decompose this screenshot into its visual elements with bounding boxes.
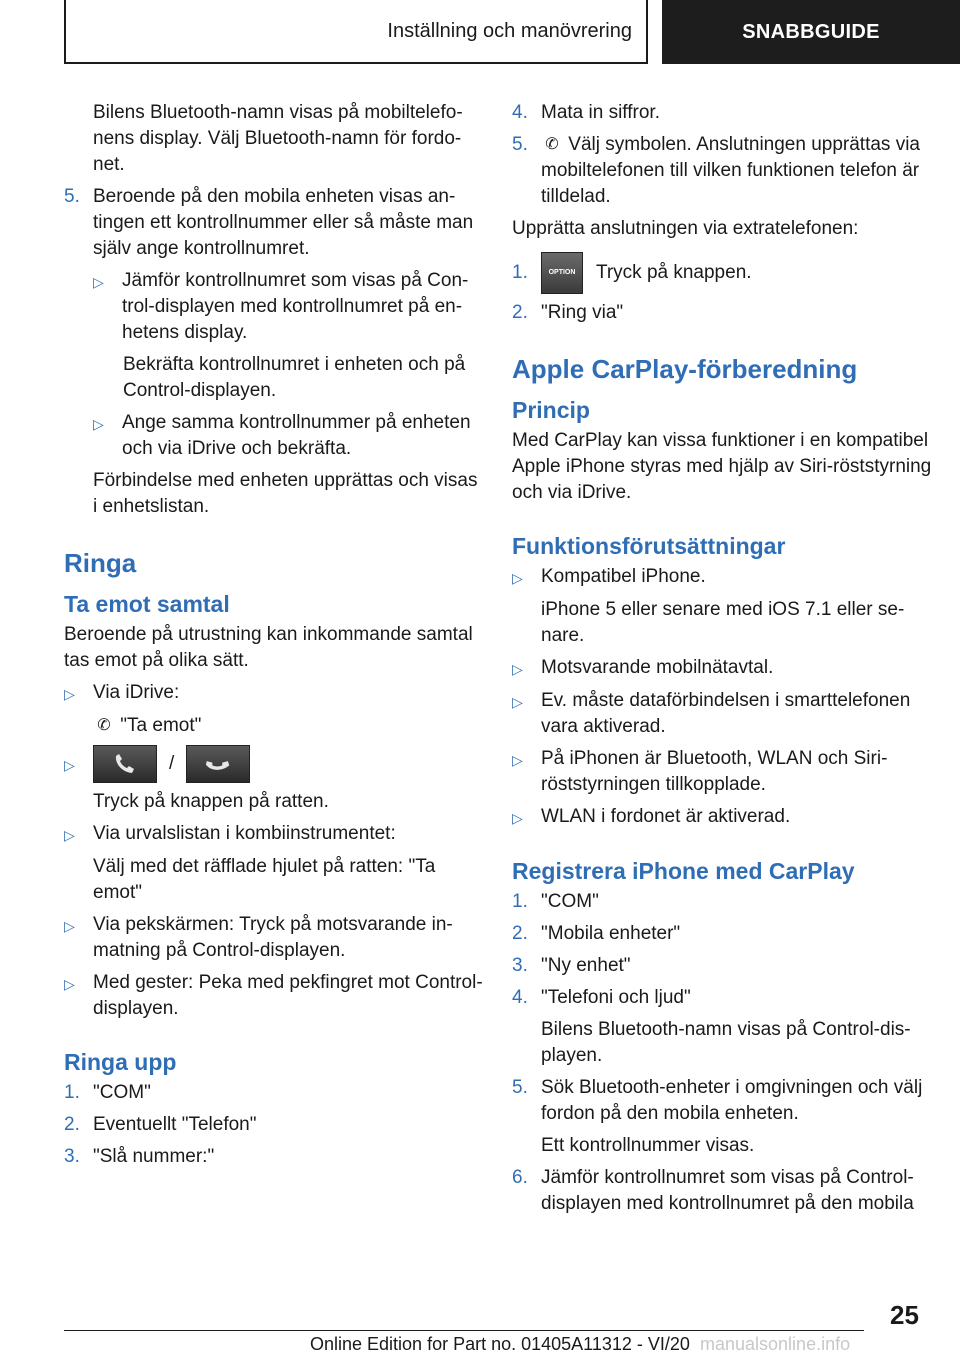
bullet-text: WLAN i fordonet är aktiverad. [541, 806, 791, 827]
step-text: Tryck på knappen. [595, 262, 752, 284]
step-text: "Ny enhet" [541, 955, 631, 976]
step-number: 3. [64, 1146, 80, 1167]
phone-icon: ✆ [97, 717, 111, 734]
bullet-via-idrive [64, 680, 486, 707]
step-number: 2. [512, 302, 528, 323]
left-column [64, 100, 486, 1176]
req-bullet-5 [512, 804, 932, 831]
running-header-section [64, 0, 648, 64]
heading-ringa-upp: Ringa upp [64, 1049, 177, 1075]
page-number: 25 [890, 1300, 919, 1330]
dial-step-4 [512, 100, 932, 126]
bullet-selection-list [64, 821, 486, 848]
bullet-text: Via iDrive: [93, 682, 180, 703]
triangle-bullet-icon: ▷ [512, 752, 523, 768]
bullet-subtext: Välj med det räfflade hjulet på ratten: "Ta emot" [93, 856, 436, 903]
dial-step-2 [64, 1112, 486, 1138]
step-number: 1. [512, 262, 528, 283]
step-number: 1. [64, 1082, 80, 1103]
separator: / [169, 753, 175, 775]
bullet-text: Jämför kontrollnumret som visas på Control-displayen med kontrollnumret på enhetens display. [122, 270, 469, 343]
reg-step-4 [512, 985, 932, 1011]
step-text: Jämför kontrollnumret som visas på Control-displayen med kontrollnumret på den mobila [541, 1167, 914, 1214]
triangle-bullet-icon: ▷ [93, 274, 104, 290]
triangle-bullet-icon: ▷ [512, 661, 523, 677]
step-text: "COM" [541, 891, 599, 912]
triangle-bullet-icon: ▷ [512, 570, 523, 586]
right-column [512, 100, 932, 1223]
step-text: "Mobila enheter" [541, 923, 681, 944]
step-number: 2. [64, 1114, 80, 1135]
triangle-bullet-icon: ▷ [93, 416, 104, 432]
connection-text: Förbindelse med enheten upprättas och visas i enhetslistan. [93, 470, 478, 517]
heading-register-carplay: Registrera iPhone med CarPlay [512, 858, 855, 884]
req-bullet-1 [512, 564, 932, 591]
phone-hangup-button-icon [186, 745, 250, 783]
triangle-bullet-icon: ▷ [64, 918, 75, 934]
heading-princip: Princip [512, 397, 590, 423]
reg-step-5 [512, 1075, 932, 1127]
req-bullet-2 [512, 655, 932, 682]
bullet-text: Ange samma kontrollnummer på enheten och via iDrive och bekräfta. [122, 412, 471, 459]
step-number: 2. [512, 923, 528, 944]
step-text: "Telefoni och ljud" [541, 987, 691, 1008]
bullet-text: På iPhonen är Bluetooth, WLAN och Siri-röststyrningen tillkopplade. [541, 748, 888, 795]
princip-text: Med CarPlay kan vissa funktioner i en kompatibel Apple iPhone styras med hjälp av Siri-röststyrning och via iDrive. [512, 430, 932, 503]
reg-step-6 [512, 1165, 932, 1217]
step-text: "Ring via" [541, 302, 624, 323]
ta-emot-text: Beroende på utrustning kan inkommande samtal tas emot på olika sätt. [64, 624, 473, 671]
step-number: 1. [512, 891, 528, 912]
bullet-subtext: iPhone 5 eller senare med iOS 7.1 eller senare. [541, 599, 905, 646]
triangle-bullet-icon: ▷ [64, 756, 75, 773]
intro-text: Bilens Bluetooth-namn visas på mobiltelefonens display. Välj Bluetooth-namn för fordonet. [93, 102, 463, 175]
header-tab [662, 0, 960, 64]
step-number: 5. [64, 186, 80, 207]
step-text: Beroende på den mobila enheten visas antingen ett kontrollnummer eller så måste man själv ange kontrollnumret. [93, 186, 474, 259]
extra-phone-text: Upprätta anslutningen via extratelefonen: [512, 218, 859, 239]
step-number: 4. [512, 987, 528, 1008]
step-text: Sök Bluetooth-enheter i omgivningen och välj fordon på den mobila enheten. [541, 1077, 923, 1124]
footer-divider [64, 1330, 864, 1331]
step-5 [64, 184, 486, 262]
step-text: "Slå nummer:" [93, 1146, 215, 1167]
bullet-same-number [64, 410, 486, 462]
dial-step-1 [64, 1080, 486, 1106]
bullet-text: Motsvarande mobilnätavtal. [541, 657, 774, 678]
reg-step-3 [512, 953, 932, 979]
step-text: "COM" [93, 1082, 151, 1103]
heading-requirements: Funktionsförutsättningar [512, 533, 786, 559]
bullet-subtext: Tryck på knappen på ratten. [93, 791, 329, 812]
triangle-bullet-icon: ▷ [512, 694, 523, 710]
step-number: 4. [512, 102, 528, 123]
extra-step-2 [512, 300, 932, 326]
step-number: 5. [512, 134, 528, 155]
bullet-text: Ev. måste dataförbindelsen i smarttelefonen vara aktiverad. [541, 690, 911, 737]
step-number: 3. [512, 955, 528, 976]
step-subtext: Bilens Bluetooth-namn visas på Control-displayen. [541, 1019, 911, 1066]
phone-pickup-button-icon [93, 745, 157, 783]
bullet-text: Kompatibel iPhone. [541, 566, 706, 587]
bullet-text: Med gester: Peka med pekfingret mot Control-displayen. [93, 972, 483, 1019]
bullet-compare [64, 268, 486, 346]
triangle-bullet-icon: ▷ [64, 976, 75, 992]
phone-icon: ✆ [545, 136, 559, 153]
heading-carplay: Apple CarPlay-förberedning [512, 354, 858, 384]
req-bullet-4 [512, 746, 932, 798]
dial-step-5 [512, 132, 932, 210]
reg-step-1 [512, 889, 932, 915]
triangle-bullet-icon: ▷ [512, 810, 523, 826]
step-number: 6. [512, 1167, 528, 1188]
option-button-icon: OPTION [541, 252, 583, 294]
triangle-bullet-icon: ▷ [64, 827, 75, 843]
bullet-text: Via pekskärmen: Tryck på motsvarande inmatning på Control-displayen. [93, 914, 453, 961]
step-text: Eventuellt "Telefon" [93, 1114, 257, 1135]
tab-label: SNABBGUIDE [742, 20, 880, 43]
bullet-gestures [64, 970, 486, 1022]
bullet-touchscreen [64, 912, 486, 964]
triangle-bullet-icon: ▷ [64, 686, 75, 702]
step-number: 5. [512, 1077, 528, 1098]
accept-label: "Ta emot" [120, 715, 202, 736]
bullet-subtext: Bekräfta kontrollnumret i enheten och på Control-displayen. [123, 354, 466, 401]
step-text: Välj symbolen. Anslutningen upprättas via mobiltelefonen till vilken funktionen telefon är tilldelad. [541, 134, 920, 207]
bullet-text: Via urvalslistan i kombiinstrumentet: [93, 823, 396, 844]
step-subtext: Ett kontrollnummer visas. [541, 1135, 755, 1156]
watermark: manualsonline.info [700, 1334, 851, 1354]
req-bullet-3 [512, 688, 932, 740]
edition-text: Online Edition for Part no. 01405A11312 - VI/20 [310, 1334, 690, 1354]
heading-ringa: Ringa [64, 548, 137, 578]
section-title: Inställning och manövrering [387, 19, 632, 42]
reg-step-2 [512, 921, 932, 947]
bullet-subtext [64, 713, 486, 739]
extra-step-1 [512, 252, 932, 294]
dial-step-3 [64, 1144, 486, 1170]
step-text: Mata in siffror. [541, 102, 660, 123]
bullet-steering-buttons [64, 745, 486, 783]
heading-ta-emot: Ta emot samtal [64, 591, 230, 617]
